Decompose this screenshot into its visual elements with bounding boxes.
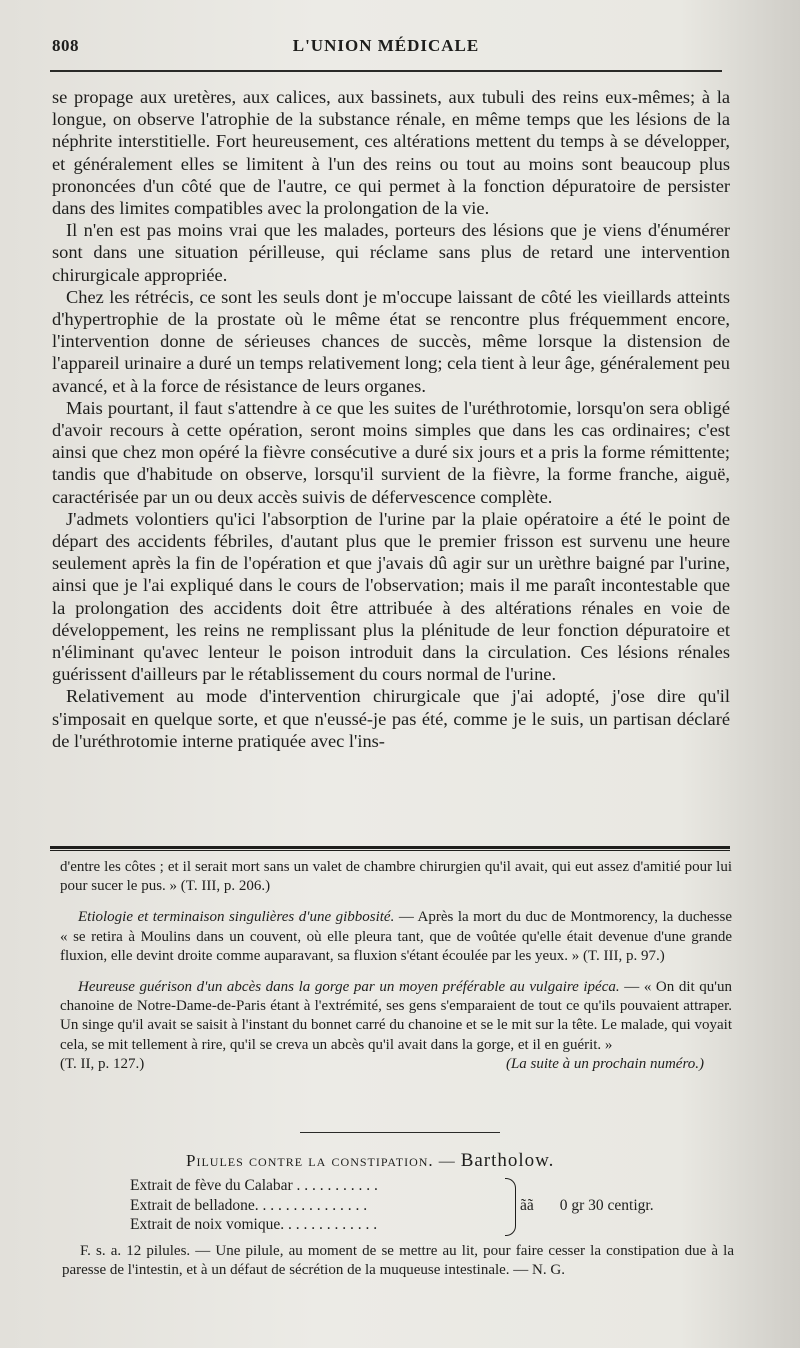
- anecdote-title: Heureuse guérison d'un abcès dans la gorge par un moyen préférable au vulgaire ipéca.: [78, 979, 620, 996]
- short-divider: [300, 1132, 500, 1133]
- source-reference: (T. II, p. 127.): [60, 1055, 145, 1072]
- anecdote-text: — Après la mort du duc de Montmorency, la duchesse « se retira à Moulins dans un couvent, où elle pleura tant, que de voûtée qu'elle était devenue d'une grande fluxion, elle devint droite comme auparavant, sa fluxion s'étant écoulée par les yeux. » (T. III, p. 97.): [60, 909, 732, 964]
- page-number: 808: [52, 36, 79, 55]
- anecdote-abces: [60, 978, 732, 1055]
- paragraph: Chez les rétrécis, ce sont les seuls dont je m'occupe laissant de côté les vieillards atteints d'hypertrophie de la prostate où le même état se rencontre plus fréquemment encore, l'intervention donne de sérieuses chances de succès, même lorsque la distension de l'appareil urinaire a duré un temps relativement long; cela tient à leur âge, généralement peu avancé, et à la force de résistance de leurs organes.: [52, 286, 730, 396]
- recipe-title: [186, 1150, 554, 1172]
- section-divider: [50, 846, 730, 851]
- main-text: [52, 86, 730, 752]
- recipe-name: Pilules contre la constipation.: [186, 1151, 434, 1170]
- ingredient: Extrait de noix vomique. . . . . . . . . . . . .: [130, 1216, 378, 1233]
- anecdote-text: — « On dit qu'un chanoine de Notre-Dame-de-Paris étant à l'extrémité, ses gens s'emparaient de tout ce qu'ils pouvaient attraper. Un singe qu'il avait se saisit à l'instant du bonnet carré du chanoine et se le mit sur la tête. Le malade, qui voyait cela, se mit tellement à rire, qu'il se creva un abcès qu'il avait dans la gorge, et il en guérit. »: [60, 979, 732, 1053]
- grouping-brace: [505, 1178, 516, 1236]
- paragraph: Relativement au mode d'intervention chirurgicale que j'ai adopté, j'ose dire qu'il s'imposait en quelque sorte, et que n'eussé-je pas été, comme je le suis, un partisan déclaré de l'uréthrotomie interne pratiquée avec l'ins-: [52, 686, 730, 751]
- anecdote-footer: [60, 1055, 732, 1074]
- dose: [520, 1197, 654, 1215]
- anecdotes-section: [60, 858, 732, 1074]
- recipe-author: Bartholow.: [460, 1150, 555, 1171]
- ingredient: Extrait de belladone. . . . . . . . . . . . . . .: [130, 1196, 368, 1214]
- anecdote-gibbosite: [60, 908, 732, 966]
- dose-amount: 0 gr 30 centigr.: [559, 1197, 654, 1214]
- dose-prefix: ãã: [520, 1197, 534, 1214]
- anecdote-continuation: d'entre les côtes ; et il serait mort sans un valet de chambre chirurgien qu'il avait, qui eut assez d'amitié pour lui pour sucer le pus. » (T. III, p. 206.): [60, 859, 732, 895]
- paragraph: Il n'en est pas moins vrai que les malades, porteurs des lésions que je viens d'énumérer sont dans une situation périlleuse, qui réclame sans plus de retard une intervention chirurgicale appropriée.: [52, 220, 730, 285]
- title-dash: —: [433, 1153, 461, 1170]
- header-rule: [50, 70, 722, 72]
- formula-instructions: F. s. a. 12 pilules. — Une pilule, au moment de se mettre au lit, pour faire cesser la constipation due à la paresse de l'intestin, et à un défaut de sécrétion de la muqueuse intestinale. — N. G.: [62, 1243, 734, 1278]
- anecdote-title: Etiologie et terminaison singulières d'une gibbosité.: [78, 909, 395, 926]
- paragraph: Mais pourtant, il faut s'attendre à ce que les suites de l'uréthrotomie, lorsqu'on sera obligé d'avoir recours à cette opération, seront moins simples que dans les cas ordinaires; c'est ainsi que chez mon opéré la fièvre consécutive a duré six jours et a pris la forme rémittente; tandis que d'habitude on observe, lorsqu'il survient de la fièvre, la forme franche, aiguë, caractérisée par un ou deux accès suivis de défervescence complète.: [52, 397, 730, 507]
- ingredient: Extrait de fève du Calabar . . . . . . . . . . .: [130, 1177, 378, 1194]
- paragraph: J'admets volontiers qu'ici l'absorption de l'urine par la plaie opératoire a été le point de départ des accidents fébriles, d'autant plus que le premier frisson est survenu une heure seulement après la fin de l'opération et que j'avais dû agir sur un urèthre baigné par l'urine, ainsi que je l'ai expliqué dans le cours de l'observation; mais il me paraît incontestable que la prolongation des accidents doit être attribuée à des altérations rénales en voie de développement, les reins ne remplissant plus la plénitude de leur fonction dépuratoire et n'éliminant qu'avec lenteur le poison introduit dans la circulation. Ces lésions rénales guérissent d'ailleurs par le rétablissement du cours normal de l'urine.: [52, 508, 730, 685]
- paragraph: se propage aux uretères, aux calices, aux bassinets, aux tubuli des reins eux-mêmes; à la longue, on observe l'atrophie de la substance rénale, en même temps que les lésions de la néphrite interstitielle. Fort heureusement, ces altérations mettent du temps à se développer, et généralement elles se limitent à l'un des reins ou tout au moins sont beaucoup plus prononcées d'un côté que de l'autre, ce qui permet à la fonction dépuratoire de persister dans des limites compatibles avec la prolongation de la vie.: [52, 87, 730, 219]
- continued-notice: (La suite à un prochain numéro.): [505, 1055, 704, 1072]
- journal-title: L'UNION MÉDICALE: [292, 36, 480, 55]
